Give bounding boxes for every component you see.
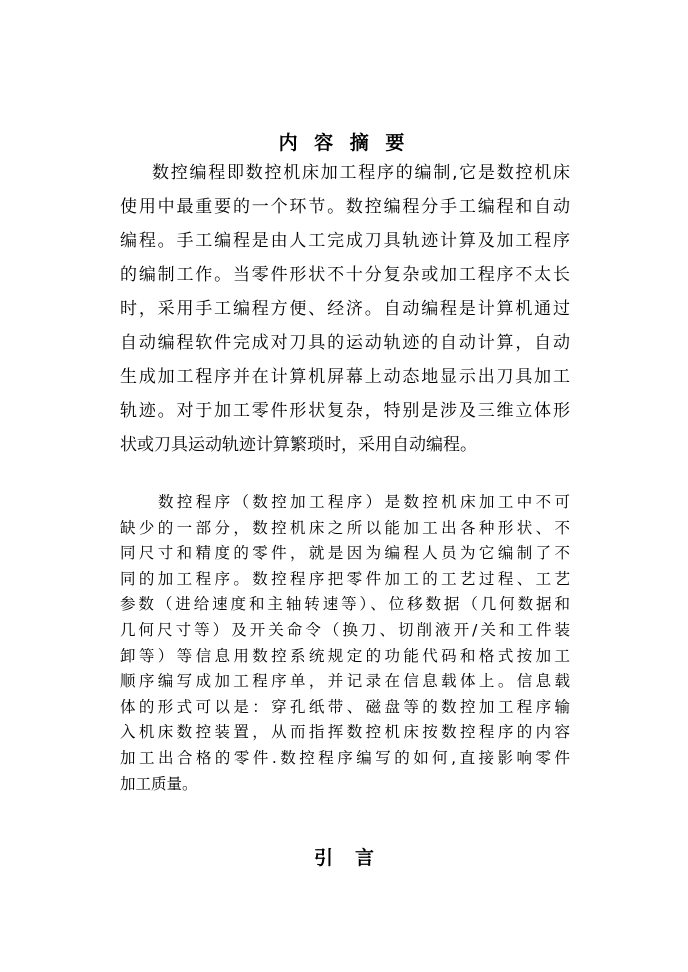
paragraph-line: 时，采用手工编程方便、经济。自动编程是计算机通过	[120, 299, 570, 319]
paragraph-line: 生成加工程序并在计算机屏幕上动态地显示出刀具加工	[120, 367, 570, 387]
paragraph-line: 入机床数控装置，从而指挥数控机床按数控程序的内容	[120, 723, 570, 742]
paragraph-line: 自动编程软件完成对刀具的运动轨迹的自动计算，自动	[120, 333, 570, 353]
paragraph-line: 同尺寸和精度的零件，就是因为编程人员为它编制了不	[120, 544, 570, 563]
paragraph-line: 编程。手工编程是由人工完成刀具轨迹计算及加工程序	[120, 231, 570, 251]
paragraph-line: 加工出合格的零件.数控程序编写的如何,直接影响零件	[120, 748, 570, 767]
paragraph-line: 几何尺寸等）及开关命令（换刀、切削液开/关和工件装	[120, 620, 570, 639]
paragraph-line: 状或刀具运动轨迹计算繁琐时，采用自动编程。	[120, 435, 477, 455]
paragraph-line: 使用中最重要的一个环节。数控编程分手工编程和自动	[120, 197, 570, 217]
paragraph-line: 数控编程即数控机床加工程序的编制,它是数控机床	[152, 163, 570, 183]
introduction-title: 引言	[313, 847, 396, 869]
paragraph-line: 数控程序（数控加工程序）是数控机床加工中不可	[158, 493, 570, 511]
paragraph-line: 轨迹。对于加工零件形状复杂，特别是涉及三维立体形	[120, 401, 570, 421]
paragraph-line: 缺少的一部分，数控机床之所以能加工出各种形状、不	[120, 518, 570, 537]
paragraph-line: 体的形式可以是：穿孔纸带、磁盘等的数控加工程序输	[120, 697, 570, 716]
paragraph-line: 同的加工程序。数控程序把零件加工的工艺过程、工艺	[120, 569, 570, 588]
paragraph-line: 卸等）等信息用数控系统规定的功能代码和格式按加工	[120, 646, 570, 665]
abstract-paragraph-1	[120, 156, 570, 462]
abstract-title: 内 容 摘 要	[278, 132, 410, 154]
paragraph-line: 顺序编写成加工程序单，并记录在信息载体上。信息载	[120, 672, 570, 691]
paragraph-line: 加工质量。	[120, 774, 198, 793]
abstract-paragraph-2	[120, 490, 570, 797]
paragraph-line: 参数（进给速度和主轴转速等）、位移数据（几何数据和	[120, 595, 570, 614]
paragraph-line: 的编制工作。当零件形状不十分复杂或加工程序不太长	[120, 265, 570, 285]
